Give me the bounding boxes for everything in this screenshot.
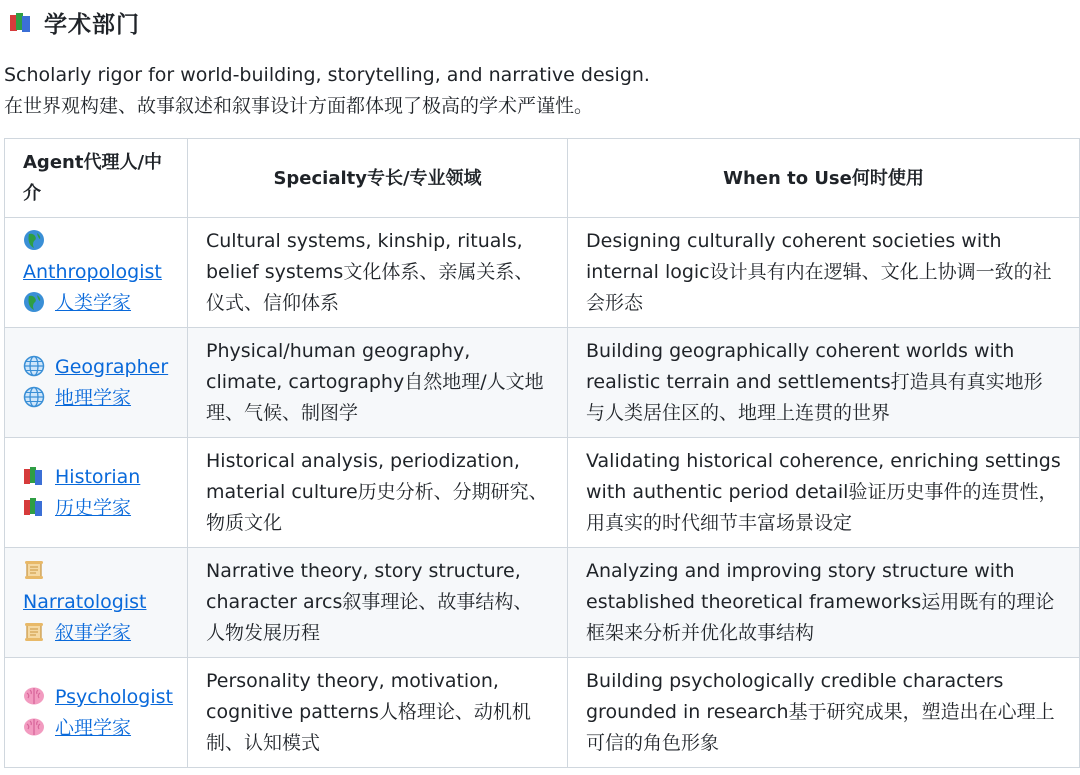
agents-table [4, 138, 1080, 768]
table-row [5, 328, 1080, 438]
intro-line-zh: 在世界观构建、故事叙述和叙事设计方面都体现了极高的学术严谨性。 [4, 95, 594, 117]
agent-link-psychologist-en[interactable]: Psychologist [55, 685, 173, 708]
globe-meridians-icon [23, 355, 45, 377]
globe-africa-icon [23, 291, 45, 313]
scroll-icon [23, 621, 45, 643]
table-row [5, 438, 1080, 548]
agent-cell [5, 218, 188, 328]
agent-cell [5, 658, 188, 768]
books-icon [23, 465, 45, 487]
agent-cell [5, 328, 188, 438]
intro-text [4, 60, 1074, 122]
header-specialty: Specialty专长/专业领域 [188, 139, 568, 218]
agent-link-psychologist-zh[interactable]: 心理学家 [55, 716, 132, 739]
when-cell: Building geographically coherent worlds with realistic terrain and settlements打造具有真实地形与人类居住区的、地理上连贯的世界 [568, 328, 1080, 438]
intro-line-en: Scholarly rigor for world-building, storytelling, and narrative design. [4, 64, 650, 86]
agent-link-geographer-en[interactable]: Geographer [55, 355, 169, 378]
agent-link-historian-en[interactable]: Historian [55, 465, 141, 488]
when-cell: Analyzing and improving story structure with established theoretical frameworks运用既有的理论框架来分析并优化故事结构 [568, 548, 1080, 658]
agent-link-anthropologist-zh[interactable]: 人类学家 [55, 292, 132, 314]
table-row [5, 548, 1080, 658]
specialty-cell: Physical/human geography, climate, cartography自然地理/人文地理、气候、制图学 [188, 328, 568, 438]
agent-link-anthropologist-en[interactable]: Anthropologist [23, 261, 162, 283]
specialty-cell: Narrative theory, story structure, character arcs叙事理论、故事结构、人物发展历程 [188, 548, 568, 658]
header-when: When to Use何时使用 [568, 139, 1080, 218]
books-icon [23, 496, 45, 518]
section-heading [8, 4, 140, 40]
brain-icon [23, 685, 45, 707]
globe-meridians-icon [23, 386, 45, 408]
when-cell: Building psychologically credible characters grounded in research基于研究成果，塑造出在心理上可信的角色形象 [568, 658, 1080, 768]
agent-cell [5, 548, 188, 658]
scroll-icon [23, 559, 45, 581]
books-icon [8, 11, 34, 33]
table-row [5, 658, 1080, 768]
specialty-cell: Cultural systems, kinship, rituals, belief systems文化体系、亲属关系、仪式、信仰体系 [188, 218, 568, 328]
agent-link-narratologist-zh[interactable]: 叙事学家 [55, 622, 132, 644]
when-cell: Designing culturally coherent societies with internal logic设计具有内在逻辑、文化上协调一致的社会形态 [568, 218, 1080, 328]
agent-cell [5, 438, 188, 548]
specialty-cell: Historical analysis, periodization, material culture历史分析、分期研究、物质文化 [188, 438, 568, 548]
when-cell: Validating historical coherence, enriching settings with authentic period detail验证历史事件的连贯性，用真实的时代细节丰富场景设定 [568, 438, 1080, 548]
agent-link-geographer-zh[interactable]: 地理学家 [55, 386, 132, 409]
page-title: 学术部门 [44, 11, 140, 38]
header-agent: Agent代理人/中介 [5, 139, 188, 218]
table-row [5, 218, 1080, 328]
brain-icon [23, 716, 45, 738]
agent-link-narratologist-en[interactable]: Narratologist [23, 591, 147, 613]
globe-africa-icon [23, 229, 45, 251]
specialty-cell: Personality theory, motivation, cognitive patterns人格理论、动机机制、认知模式 [188, 658, 568, 768]
table-header-row [5, 139, 1080, 218]
agent-link-historian-zh[interactable]: 历史学家 [55, 496, 132, 519]
